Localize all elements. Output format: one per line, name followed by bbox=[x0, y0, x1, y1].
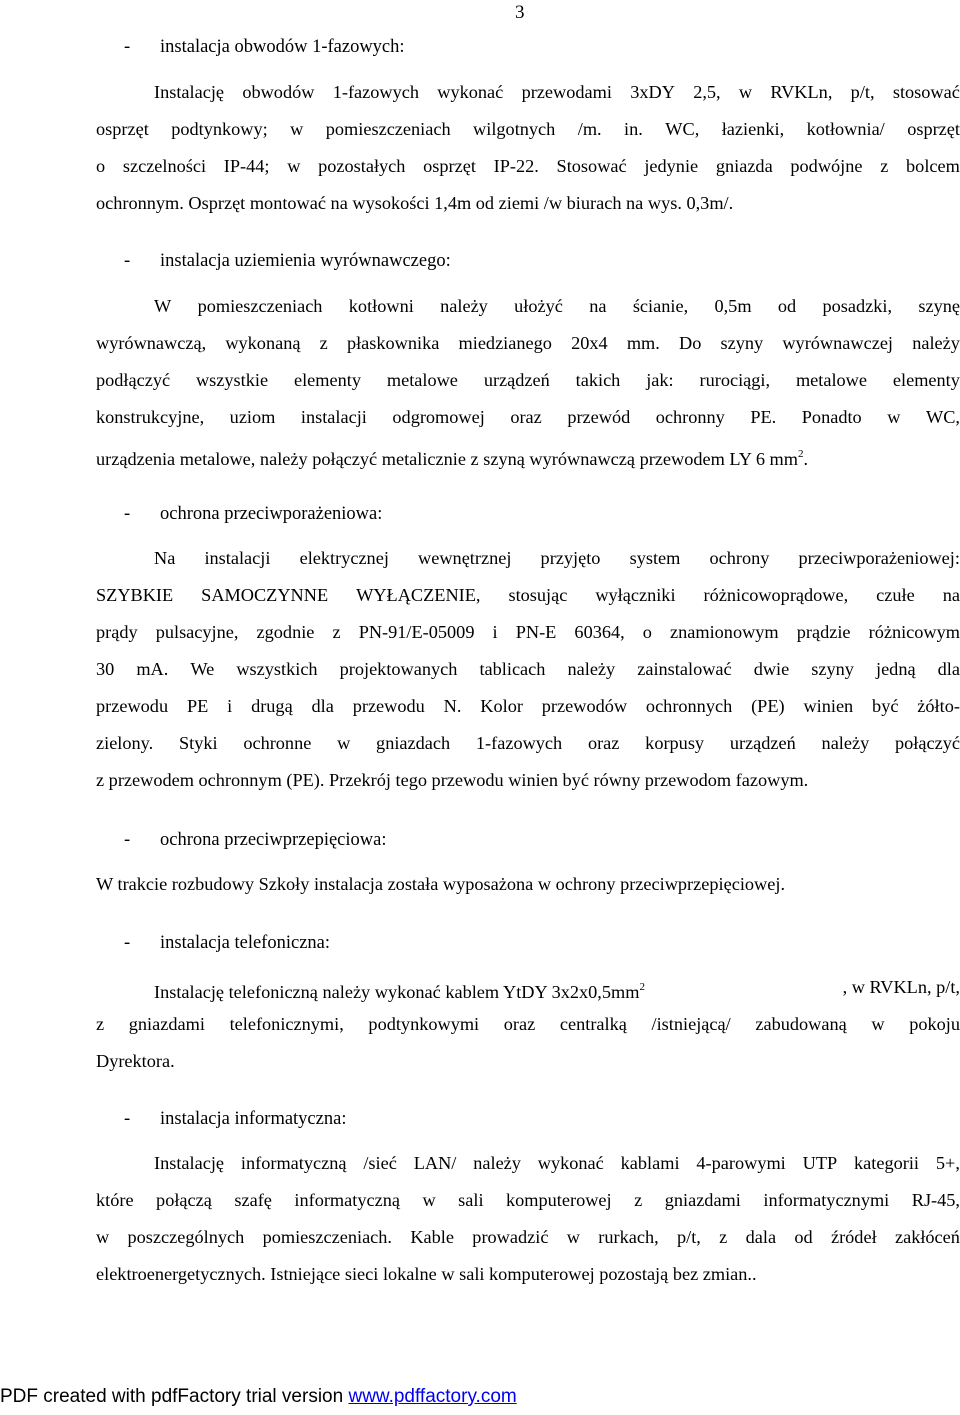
text-line: konstrukcyjne, uziom instalacji odgromowej oraz przewód ochronny PE. Ponadto w WC, bbox=[96, 407, 960, 427]
superscript: 2 bbox=[639, 981, 645, 993]
text-line: wyrównawczą, wykonaną z płaskownika miedzianego 20x4 mm. Do szyny wyrównawczej należy bbox=[96, 333, 960, 353]
superscript: 2 bbox=[798, 448, 804, 460]
text-line: ochronnym. Osprzęt montować na wysokości 1,4m od ziemi /w biurach na wys. 0,3m/. bbox=[96, 193, 734, 213]
section-heading-surge-protection: - ochrona przeciwprzepięciowa: bbox=[124, 830, 387, 850]
text-line: Dyrektora. bbox=[96, 1051, 175, 1071]
text-line: o szczelności IP-44; w pozostałych osprzęt IP-22. Stosować jedynie gniazda podwójne z bolcem bbox=[96, 156, 960, 176]
text-line: przewodu PE i drugą dla przewodu N. Kolor przewodów ochronnych (PE) winien być żółto- bbox=[96, 696, 960, 716]
section-heading-telephone: - instalacja telefoniczna: bbox=[124, 933, 331, 953]
text-line: zielony. Styki ochronne w gniazdach 1-fazowych oraz korpusy urządzeń należy połączyć bbox=[96, 733, 960, 753]
section-body-shock-protection bbox=[96, 540, 960, 799]
text-line: Na instalacji elektrycznej wewnętrznej przyjęto system ochrony przeciwporażeniowej: bbox=[154, 548, 960, 568]
text-line: w poszczególnych pomieszczeniach. Kable prowadzić w rurkach, p/t, z dala od źródeł zakłóceń bbox=[96, 1227, 960, 1247]
pdf-footer bbox=[0, 1386, 517, 1408]
section-body-telephone bbox=[96, 969, 960, 1080]
text-line: osprzęt podtynkowy; w pomieszczeniach wilgotnych /m. in. WC, łazienki, kotłownia/ osprzęt bbox=[96, 119, 960, 139]
section-heading-it: - instalacja informatyczna: bbox=[124, 1109, 347, 1129]
footer-link[interactable]: www.pdffactory.com bbox=[348, 1386, 517, 1407]
section-body-circuits bbox=[96, 74, 960, 222]
text-line: urządzenia metalowe, należy połączyć metalicznie z szyną wyrównawczą przewodem LY 6 $mm^2$. bbox=[96, 448, 809, 469]
text-line: z gniazdami telefonicznymi, podtynkowymi oraz centralką /istniejącą/ zabudowaną w pokoju bbox=[96, 1014, 960, 1034]
section-body-grounding bbox=[96, 288, 960, 473]
page-number: 3 bbox=[515, 2, 525, 23]
footer-text: PDF created with pdfFactory trial version bbox=[0, 1386, 349, 1407]
text-line: Instalację informatyczną /sieć LAN/ należy wykonać kablami 4-parowymi UTP kategorii 5+, bbox=[154, 1153, 960, 1173]
section-body-surge-protection bbox=[96, 866, 960, 903]
text-line: 30 mA. We wszystkich projektowanych tablicach należy zainstalować dwie szyny jedną dla bbox=[96, 659, 960, 679]
text-line: z przewodem ochronnym (PE). Przekrój tego przewodu winien być równy przewodom fazowym. bbox=[96, 770, 809, 790]
text-line: podłączyć wszystkie elementy metalowe urządzeń takich jak: rurociągi, metalowe elementy bbox=[96, 370, 960, 390]
text-line: SZYBKIE SAMOCZYNNE WYŁĄCZENIE, stosując wyłączniki różnicowoprądowe, czułe na bbox=[96, 585, 960, 605]
text-line: Instalację telefoniczną należy wykonać kablem YtDY $3x2x0,5mm^2$ , w RVKLn, p/t, bbox=[154, 977, 960, 1002]
section-heading-circuits: - instalacja obwodów 1-fazowych: bbox=[124, 37, 405, 57]
text-line: Instalację obwodów 1-fazowych wykonać przewodami 3xDY 2,5, w RVKLn, p/t, stosować bbox=[154, 82, 960, 102]
section-heading-grounding: - instalacja uziemienia wyrównawczego: bbox=[124, 251, 451, 271]
section-body-it bbox=[96, 1145, 960, 1293]
text-line: elektroenergetycznych. Istniejące sieci lokalne w sali komputerowej pozostają bez zmian.. bbox=[96, 1264, 757, 1284]
text-line: W trakcie rozbudowy Szkoły instalacja została wyposażona w ochrony przeciwprzepięciowej. bbox=[96, 874, 786, 894]
text-line: W pomieszczeniach kotłowni należy ułożyć na ścianie, 0,5m od posadzki, szynę bbox=[154, 296, 960, 316]
section-heading-shock-protection: - ochrona przeciwporażeniowa: bbox=[124, 504, 383, 524]
text-line: które połączą szafę informatyczną w sali komputerowej z gniazdami informatycznymi RJ-45, bbox=[96, 1190, 960, 1210]
text-line: prądy pulsacyjne, zgodnie z PN-91/E-05009 i PN-E 60364, o znamionowym prądzie różnicowym bbox=[96, 622, 960, 642]
